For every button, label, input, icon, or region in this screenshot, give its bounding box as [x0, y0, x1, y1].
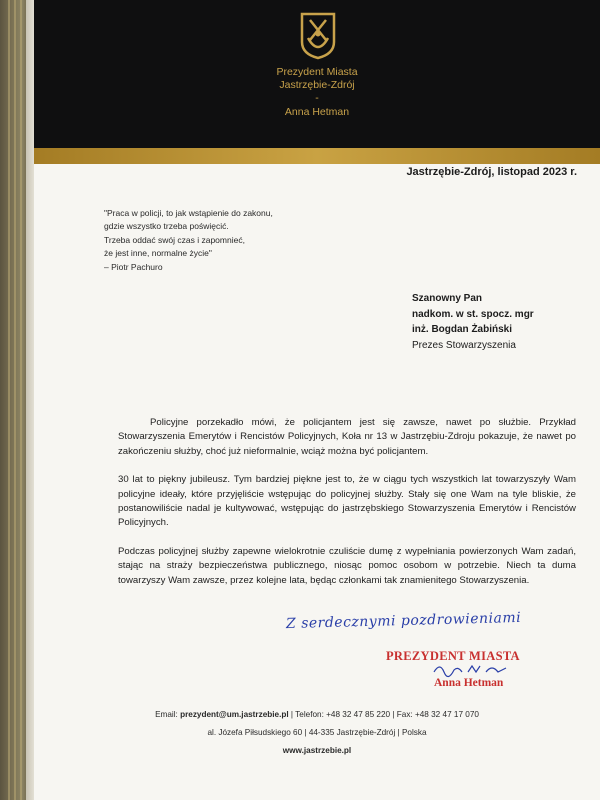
stamp-name: Anna Hetman	[434, 677, 504, 689]
quote-line: "Praca w policji, to jak wstąpienie do zakonu,	[104, 208, 273, 218]
body-paragraph: Policyjne porzekadło mówi, że policjantem jest się zawsze, nawet po służbie. Przykład Stowarzyszenia Emerytów i Rencistów Policyjnych, Koła nr 13 w Jastrzębiu-Zdroju pokazuje, że nawet po zakończeniu służby, choć już nieformalnie, wciąż można być policjantem.	[118, 417, 576, 457]
quote-line: gdzie wszystko trzeba poświęcić.	[104, 221, 229, 232]
binder-line	[14, 0, 16, 800]
motto-quote	[104, 207, 344, 274]
footer-email-label: Email:	[155, 710, 178, 719]
body-paragraph: 30 lat to piękny jubileusz. Tym bardziej piękne jest to, że w ciągu tych wszystkich lat towarzyszyły Wam policyjne ideały, które przyjęliście wstępując do policyjnej służby. Stały się one Wam na tyle bliskie, że postanowiliście nadal je kultywować, wstępując do jastrzębskiego Stowarzyszenia Emerytów i Rencistów Policyjnych.	[118, 474, 576, 529]
recipient-name: inż. Bogdan Żabiński	[412, 324, 513, 335]
city-emblem-icon	[298, 12, 338, 60]
letterhead-city: Jastrzębie-Zdrój	[279, 79, 355, 91]
recipient-salutation: Szanowny Pan	[412, 293, 483, 304]
footer-website: www.jastrzebie.pl	[282, 746, 352, 755]
stamp-title: PREZYDENT MIASTA	[386, 649, 520, 663]
recipient-block	[412, 291, 534, 353]
binder-line	[20, 0, 22, 800]
quote-author: – Piotr Pachuro	[104, 261, 163, 272]
letter-sheet	[34, 0, 600, 800]
letter-body	[118, 416, 576, 602]
footer-email: prezydent@um.jastrzebie.pl	[180, 710, 289, 719]
recipient-rank: nadkom. w st. spocz. mgr	[412, 308, 534, 320]
letterhead-title: Prezydent Miasta	[276, 66, 358, 78]
handwritten-greeting: Z serdecznymi pozdrowieniami	[285, 609, 522, 633]
letterhead-separator: -	[315, 92, 319, 104]
body-paragraph: Podczas policyjnej służby zapewne wielokrotnie czuliście dumę z wypełniania powierzonych Wam zadań, stając na straży bezpieczeństwa publicznego, niosąc pomoc osobom w potrzebie. Niech ta duma towarzyszy Wam zawsze, przez kolejne lata, będąc członkami tak znamienitego Stowarzyszenia.	[118, 545, 576, 586]
footer-phone: | Telefon: +48 32 47 85 220 | Fax: +48 32 47 17 070	[290, 710, 479, 719]
letterhead	[34, 0, 600, 148]
quote-line: że jest inne, normalne życie"	[104, 248, 212, 259]
letter-date: Jastrzębie-Zdrój, listopad 2023 r.	[406, 166, 577, 178]
quote-line: Trzeba oddać swój czas i zapomnieć,	[104, 234, 245, 245]
footer-address: al. Józefa Piłsudskiego 60 | 44-335 Jastrzębie-Zdrój | Polska	[207, 728, 427, 737]
footer-contact	[34, 710, 600, 719]
recipient-role: Prezes Stowarzyszenia	[412, 339, 516, 351]
binder-line	[8, 0, 10, 800]
letterhead-name: Anna Hetman	[284, 106, 350, 118]
gold-divider	[34, 148, 600, 164]
